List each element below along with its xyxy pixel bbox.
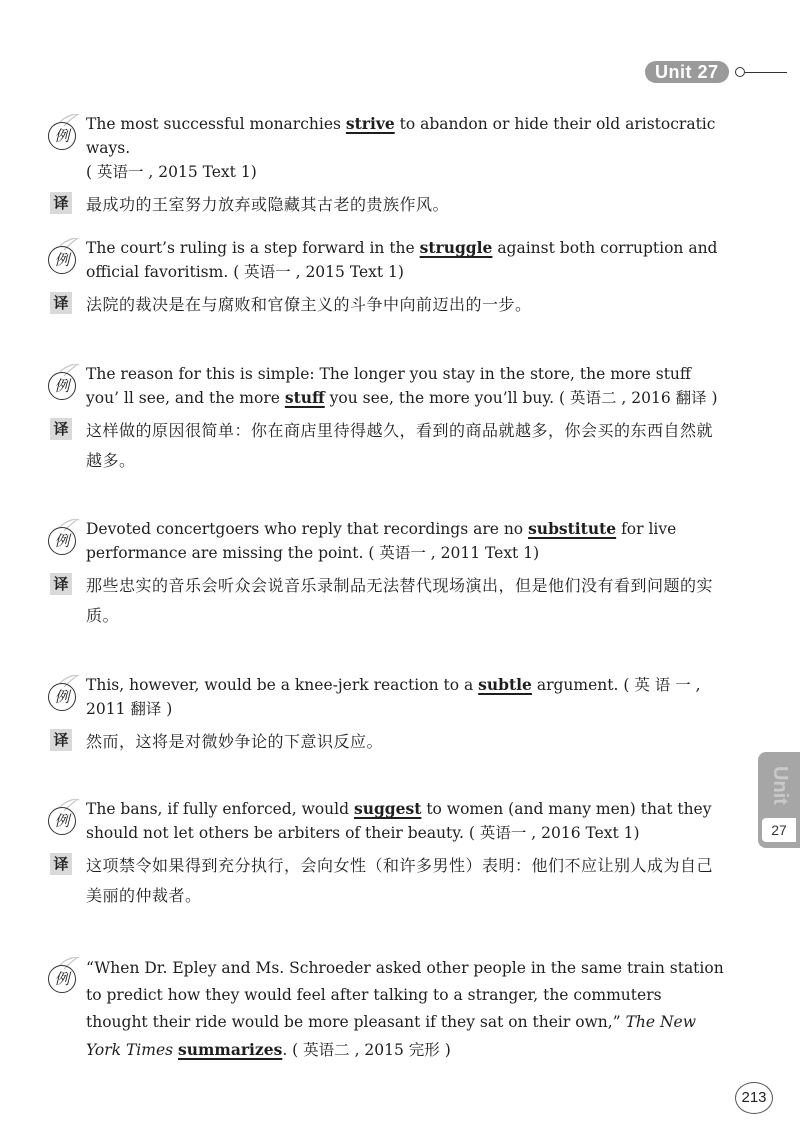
example-char: 例 (48, 122, 76, 150)
translation-marker: 译 (50, 292, 72, 314)
example-marker (48, 114, 82, 144)
example-char: 例 (48, 807, 76, 835)
page-number: 213 (735, 1082, 773, 1114)
keyword: summarizes (178, 1040, 283, 1059)
keyword: stuff (284, 388, 325, 407)
chinese-translation: 法院的裁决是在与腐败和官僚主义的斗争中向前迈出的一步。 (86, 295, 532, 314)
english-sentence: Devoted concertgoers who reply that recordings are no substitute for live performance are missing the point. ( 英语一 , 2011 Text 1) (86, 519, 677, 562)
english-sentence: The bans, if fully enforced, would suggest to women (and many men) that they should not let others be arbiters of their beauty. ( 英语一 , 2016 Text 1) (86, 799, 712, 842)
example-5 (48, 673, 728, 757)
unit-label: Unit 27 (645, 61, 729, 83)
example-char: 例 (48, 965, 76, 993)
example-marker (48, 364, 82, 394)
example-char: 例 (48, 683, 76, 711)
english-sentence: “When Dr. Epley and Ms. Schroeder asked other people in the same train station to predict how they would feel after talking to a stranger, the commuters thought their ride would be more pleasant if they sat on their own,” The New York Times summarizes. ( 英语二 , 2015 完形 ) (86, 959, 724, 1059)
chinese-translation: 这样做的原因很简单：你在商店里待得越久，看到的商品就越多，你会买的东西自然就越多。 (86, 421, 714, 470)
source: . ( 英语二 , 2015 完形 ) (282, 1041, 451, 1059)
translation-marker: 译 (50, 853, 72, 875)
source: ( 英 语 一 , 2011 翻译 ) (86, 676, 701, 718)
example-char: 例 (48, 527, 76, 555)
translation-marker: 译 (50, 192, 72, 214)
translation-marker: 译 (50, 729, 72, 751)
example-3 (48, 362, 728, 476)
side-tab (758, 752, 800, 848)
example-6 (48, 797, 728, 911)
example-2 (48, 236, 728, 320)
keyword: suggest (353, 799, 422, 818)
example-4 (48, 517, 728, 631)
translation-marker: 译 (50, 418, 72, 440)
chinese-translation: 然而，这将是对微妙争论的下意识反应。 (86, 732, 384, 751)
source: ( 英语一 , 2015 Text 1) (86, 163, 257, 181)
example-marker (48, 799, 82, 829)
source: ( 英语一 , 2016 Text 1) (463, 824, 640, 842)
header-dot-icon (735, 67, 745, 77)
header-line (745, 72, 787, 73)
english-sentence: The reason for this is simple: The longer you stay in the store, the more stuff you’ ll see, and the more stuff you see, the more you’ll buy. ( 英语二 , 2016 翻译 ) (86, 365, 718, 407)
keyword: subtle (478, 675, 532, 694)
example-marker (48, 675, 82, 705)
side-tab-word: Unit (768, 765, 791, 805)
example-1 (48, 112, 728, 220)
source: ( 英语一 , 2011 Text 1) (363, 544, 540, 562)
example-marker (48, 957, 82, 987)
example-7 (48, 955, 728, 1064)
example-char: 例 (48, 246, 76, 274)
example-marker (48, 238, 82, 268)
source: ( 英语一 , 2015 Text 1) (228, 263, 404, 281)
translation-marker: 译 (50, 573, 72, 595)
side-tab-number: 27 (762, 818, 796, 842)
keyword: strive (345, 114, 395, 133)
source: ( 英语二 , 2016 翻译 ) (554, 389, 718, 407)
chinese-translation: 那些忠实的音乐会听众会说音乐录制品无法替代现场演出，但是他们没有看到问题的实质。 (86, 576, 714, 625)
example-marker (48, 519, 82, 549)
chinese-translation: 这项禁令如果得到充分执行，会向女性（和许多男性）表明：他们不应让别人成为自己美丽的仲裁者。 (86, 856, 714, 905)
keyword: substitute (528, 519, 617, 538)
english-sentence: The most successful monarchies strive to abandon or hide their old aristocratic ways. ( 英语一 , 2015 Text 1) (86, 114, 716, 181)
english-sentence: The court’s ruling is a step forward in the struggle against both corruption and official favoritism. ( 英语一 , 2015 Text 1) (86, 238, 718, 281)
unit-header (645, 60, 787, 84)
chinese-translation: 最成功的王室努力放弃或隐藏其古老的贵族作风。 (86, 195, 450, 214)
example-char: 例 (48, 372, 76, 400)
english-sentence: This, however, would be a knee-jerk reaction to a subtle argument. ( 英 语 一 , 2011 翻译 ) (86, 675, 701, 718)
publication-name: The New York Times (86, 1013, 696, 1059)
keyword: struggle (419, 238, 493, 257)
